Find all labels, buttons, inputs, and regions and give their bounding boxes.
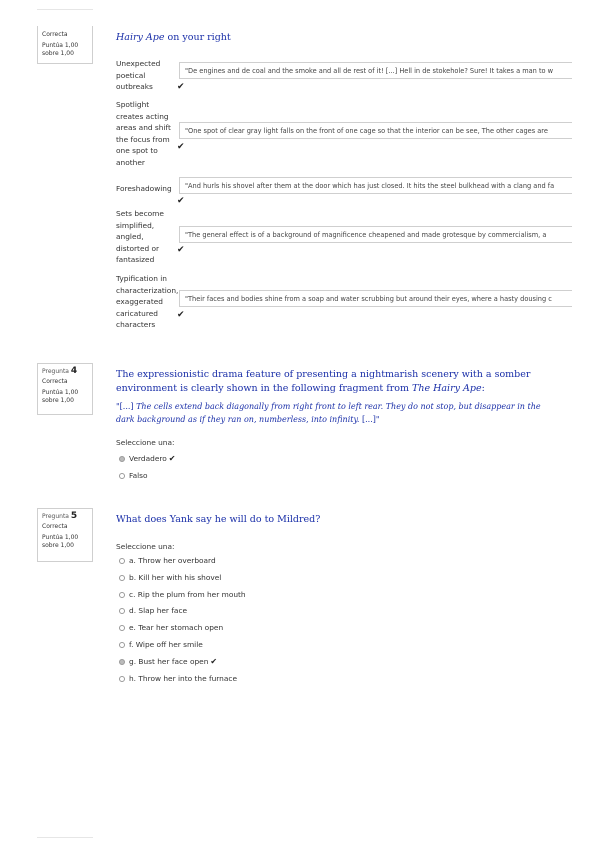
option-d[interactable]: d. Slap her face — [119, 606, 187, 616]
radio[interactable] — [119, 625, 125, 631]
question-state: Correcta — [42, 31, 68, 38]
option-b[interactable]: b. Kill her with his shovel — [119, 573, 221, 583]
radio[interactable] — [119, 592, 125, 598]
radio[interactable] — [119, 676, 125, 682]
question-number: 4 — [70, 366, 78, 376]
radio[interactable] — [119, 473, 125, 479]
radio-selected[interactable] — [119, 659, 125, 665]
question-3-info — [37, 26, 93, 64]
option-verdadero[interactable]: Verdadero ✔ — [119, 454, 176, 464]
question-5-title: What does Yank say he will do to Mildred? — [116, 514, 321, 525]
question-state: Correcta — [42, 523, 68, 530]
match-answer-3[interactable]: "And hurls his shovel after them at the door which has just closed. It hits the steel bulkhead with a clang and fa — [179, 177, 572, 194]
option-falso[interactable]: Falso — [119, 471, 148, 481]
correct-check-icon: ✔ — [210, 657, 218, 666]
select-one-label: Seleccione una: — [116, 542, 175, 551]
option-g[interactable]: g. Bust her face open ✔ — [119, 657, 217, 667]
match-label-3: Foreshadowing — [116, 184, 172, 193]
radio[interactable] — [119, 558, 125, 564]
option-f[interactable]: f. Wipe off her smile — [119, 640, 203, 650]
match-label-4: Sets become simplified, angled, distorted or fantasized — [116, 209, 164, 264]
correct-check-icon: ✔ — [177, 196, 185, 206]
option-h[interactable]: h. Throw her into the furnace — [119, 674, 237, 684]
radio[interactable] — [119, 642, 125, 648]
correct-check-icon: ✔ — [177, 82, 185, 92]
option-a[interactable]: a. Throw her overboard — [119, 556, 216, 566]
correct-check-icon: ✔ — [177, 310, 185, 320]
correct-check-icon: ✔ — [177, 245, 185, 255]
correct-check-icon: ✔ — [177, 142, 185, 152]
question-4-quote: "[...] The cells extend back diagonally from right front to left rear. They do not stop, but disappear in the dark background as if they ran on, numberless, into infinity. [...]" — [116, 402, 541, 424]
question-3-title: Hairy Ape on your right — [116, 32, 231, 43]
match-answer-4[interactable]: "The general effect is of a background of magnificence cheapened and made grotesque by commercialism, a — [179, 226, 572, 243]
question-grade: Puntúa 1,00 sobre 1,00 — [42, 42, 79, 57]
question-number: 5 — [70, 511, 78, 521]
question-4-text: The expressionistic drama feature of presenting a nightmarish scenery with a somber environment is clearly shown in the following fragment from The Hairy Ape: — [116, 369, 531, 394]
question-grade: Puntúa 1,00 sobre 1,00 — [42, 389, 79, 404]
match-answer-5[interactable]: "Their faces and bodies shine from a soap and water scrubbing but around their eyes, where a hasty dousing c — [179, 290, 572, 307]
option-c[interactable]: c. Rip the plum from her mouth — [119, 590, 246, 600]
match-answer-1[interactable]: "De engines and de coal and the smoke and all de rest of it! [...] Hell in de stokehole? Sure! It takes a man to w — [179, 62, 572, 79]
question-4-info: Pregunta 4 Correcta Puntúa 1,00 sobre 1,00 — [37, 363, 93, 415]
match-label-2: Spotlight creates acting areas and shift the focus from one spot to another — [116, 100, 171, 167]
radio[interactable] — [119, 575, 125, 581]
top-divider — [37, 9, 93, 10]
match-answer-2[interactable]: "One spot of clear gray light falls on the front of one cage so that the interior can be see, The other cages are — [179, 122, 572, 139]
radio-selected[interactable] — [119, 456, 125, 462]
match-label-1: Unexpected poetical outbreaks — [116, 59, 161, 91]
correct-check-icon: ✔ — [168, 454, 176, 463]
radio[interactable] — [119, 608, 125, 614]
bottom-divider — [37, 837, 93, 838]
question-grade: Puntúa 1,00 sobre 1,00 — [42, 534, 79, 549]
match-label-5: Typification in characterization, exaggerated caricatured characters — [116, 274, 179, 329]
question-state: Correcta — [42, 378, 68, 385]
option-e[interactable]: e. Tear her stomach open — [119, 623, 223, 633]
select-one-label: Seleccione una: — [116, 438, 175, 447]
question-5-info: Pregunta 5 Correcta Puntúa 1,00 sobre 1,00 — [37, 508, 93, 562]
